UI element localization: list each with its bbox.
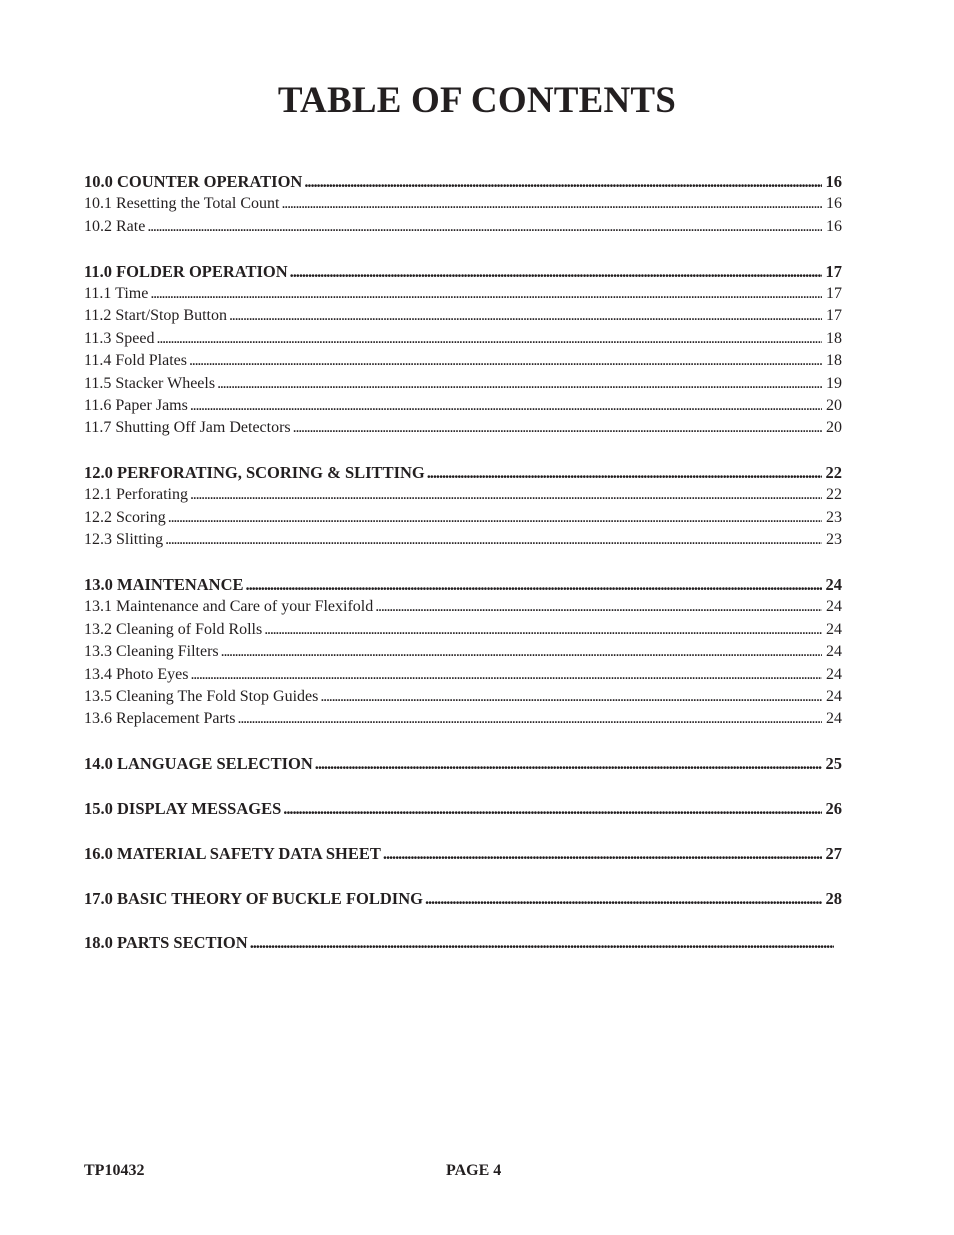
toc-subentry[interactable] <box>84 328 842 350</box>
page-number: PAGE 4 <box>446 1162 502 1179</box>
toc-entry-page-number: 20 <box>826 396 842 414</box>
dot-leader <box>293 417 822 439</box>
toc-section <box>84 888 842 910</box>
dot-leader <box>427 462 822 484</box>
toc-entry-page-number: 16 <box>825 172 842 191</box>
toc-entry-page-number: 26 <box>825 798 842 818</box>
toc-entry-page-number: 22 <box>825 463 842 483</box>
toc-heading-entry[interactable] <box>84 462 842 484</box>
toc-subentry[interactable] <box>84 686 842 708</box>
dot-leader <box>383 843 822 865</box>
toc-subentry[interactable] <box>84 484 842 506</box>
dot-leader <box>221 641 822 663</box>
toc-subentry[interactable] <box>84 350 842 372</box>
toc-entry-label: 10.2 Rate <box>84 217 146 235</box>
dot-leader <box>238 708 822 730</box>
toc-heading-entry[interactable] <box>84 888 842 910</box>
toc-subentry[interactable] <box>84 373 842 395</box>
toc-subentry[interactable] <box>84 507 842 529</box>
toc-entry-page-number: 25 <box>825 754 842 774</box>
toc-subentry[interactable] <box>84 619 842 641</box>
toc-subentry[interactable] <box>84 664 842 686</box>
dot-leader <box>281 193 822 215</box>
dot-leader <box>150 283 822 305</box>
toc-entry-label: 11.7 Shutting Off Jam Detectors <box>84 419 291 437</box>
toc-entry-page-number: 24 <box>826 620 842 638</box>
toc-entry-label: 17.0 BASIC THEORY OF BUCKLE FOLDING <box>84 888 423 908</box>
toc-entry-page-number: 17 <box>826 307 842 325</box>
toc-entry-page-number: 16 <box>826 217 842 235</box>
toc-heading-entry[interactable] <box>84 932 836 954</box>
dot-leader <box>190 395 822 417</box>
toc-entry-label: 11.5 Stacker Wheels <box>84 374 216 392</box>
toc-subentry[interactable] <box>84 417 842 439</box>
toc-entry-page-number: 16 <box>826 195 842 213</box>
table-of-contents <box>84 171 842 977</box>
toc-section <box>84 462 842 552</box>
toc-entry-page-number: 24 <box>825 575 842 595</box>
toc-subentry[interactable] <box>84 529 842 551</box>
toc-subentry[interactable] <box>84 283 842 305</box>
toc-entry-page-number: 23 <box>826 508 842 526</box>
dot-leader <box>250 932 834 954</box>
toc-entry-page-number: 22 <box>826 486 842 504</box>
toc-entry-page-number: 20 <box>826 419 842 437</box>
dot-leader <box>283 798 822 820</box>
toc-subentry[interactable] <box>84 193 842 215</box>
toc-subentry[interactable] <box>84 395 842 417</box>
toc-entry-label: 11.2 Start/Stop Button <box>84 307 227 325</box>
toc-entry-label: 13.5 Cleaning The Fold Stop Guides <box>84 687 319 705</box>
dot-leader <box>375 596 822 618</box>
dot-leader <box>246 574 822 596</box>
toc-heading-entry[interactable] <box>84 798 842 820</box>
dot-leader <box>168 507 822 529</box>
toc-entry-page-number: 18 <box>826 352 842 370</box>
toc-entry-page-number: 23 <box>826 531 842 549</box>
toc-entry-label: 11.0 FOLDER OPERATION <box>84 261 288 281</box>
toc-entry-label: 10.1 Resetting the Total Count <box>84 195 280 213</box>
toc-entry-page-number: 24 <box>826 598 842 616</box>
toc-entry-page-number: 24 <box>826 687 842 705</box>
dot-leader <box>264 619 822 641</box>
toc-entry-label: 12.1 Perforating <box>84 486 188 504</box>
dot-leader <box>229 305 822 327</box>
toc-entry-label: 13.0 MAINTENANCE <box>84 575 244 595</box>
dot-leader <box>290 261 822 283</box>
toc-section <box>84 753 842 775</box>
dot-leader <box>165 529 822 551</box>
toc-entry-label: 13.1 Maintenance and Care of your Flexifold <box>84 598 374 616</box>
toc-heading-entry[interactable] <box>84 261 842 283</box>
toc-entry-label: 15.0 DISPLAY MESSAGES <box>84 798 282 818</box>
dot-leader <box>425 888 822 910</box>
dot-leader <box>320 686 822 708</box>
toc-entry-label: 13.6 Replacement Parts <box>84 710 236 728</box>
dot-leader <box>315 753 822 775</box>
toc-section <box>84 261 842 440</box>
toc-entry-label: 11.1 Time <box>84 284 149 302</box>
toc-section <box>84 171 842 238</box>
toc-entry-label: 13.2 Cleaning of Fold Rolls <box>84 620 263 638</box>
toc-entry-label: 11.3 Speed <box>84 329 155 347</box>
toc-entry-page-number: 24 <box>826 643 842 661</box>
toc-entry-page-number: 24 <box>826 710 842 728</box>
toc-subentry[interactable] <box>84 305 842 327</box>
dot-leader <box>147 216 822 238</box>
toc-entry-page-number: 17 <box>825 261 842 281</box>
toc-heading-entry[interactable] <box>84 574 842 596</box>
dot-leader <box>190 484 822 506</box>
toc-entry-label: 12.2 Scoring <box>84 508 166 526</box>
dot-leader <box>304 171 822 193</box>
toc-entry-page-number: 17 <box>826 284 842 302</box>
toc-subentry[interactable] <box>84 641 842 663</box>
toc-section <box>84 843 842 865</box>
document-number: TP10432 <box>84 1162 145 1179</box>
toc-entry-page-number: 24 <box>826 665 842 683</box>
toc-entry-label: 14.0 LANGUAGE SELECTION <box>84 754 313 774</box>
toc-entry-page-number: 19 <box>826 374 842 392</box>
page-title: TABLE OF CONTENTS <box>277 80 677 121</box>
toc-section <box>84 798 842 820</box>
dot-leader <box>189 350 822 372</box>
toc-entry-label: 16.0 MATERIAL SAFETY DATA SHEET <box>84 843 381 863</box>
toc-section <box>84 932 842 954</box>
dot-leader <box>190 664 822 686</box>
dot-leader <box>217 373 822 395</box>
toc-entry-page-number: 27 <box>825 843 842 863</box>
toc-entry-label: 11.6 Paper Jams <box>84 396 188 414</box>
toc-heading-entry[interactable] <box>84 753 842 775</box>
toc-entry-label: 11.4 Fold Plates <box>84 352 187 370</box>
toc-entry-label: 12.0 PERFORATING, SCORING & SLITTING <box>84 463 425 483</box>
toc-entry-label: 13.4 Photo Eyes <box>84 665 189 683</box>
toc-entry-label: 18.0 PARTS SECTION <box>84 933 248 953</box>
toc-heading-entry[interactable] <box>84 171 842 193</box>
toc-entry-label: 12.3 Slitting <box>84 531 164 549</box>
toc-subentry[interactable] <box>84 216 842 238</box>
toc-entry-label: 10.0 COUNTER OPERATION <box>84 172 303 191</box>
toc-subentry[interactable] <box>84 708 842 730</box>
toc-entry-label: 13.3 Cleaning Filters <box>84 643 219 661</box>
toc-subentry[interactable] <box>84 596 842 618</box>
toc-heading-entry[interactable] <box>84 843 842 865</box>
toc-section <box>84 574 842 731</box>
toc-entry-page-number: 28 <box>825 888 842 908</box>
dot-leader <box>157 328 822 350</box>
toc-entry-page-number: 18 <box>826 329 842 347</box>
